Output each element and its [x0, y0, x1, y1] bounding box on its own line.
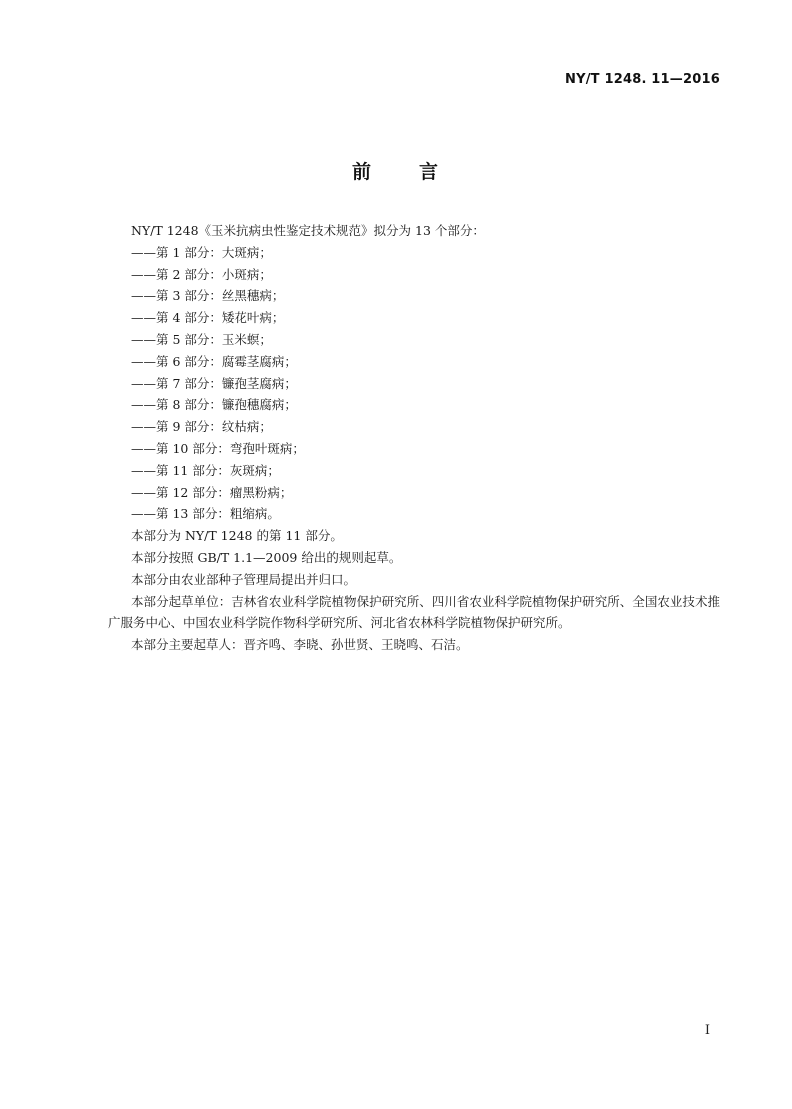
foreword-body	[108, 220, 720, 656]
list-item: ——第 8 部分：镰孢穗腐病；	[131, 397, 297, 413]
list-item: ——第 2 部分：小斑病；	[131, 266, 272, 282]
list-item: ——第 4 部分：矮花叶病；	[131, 310, 285, 326]
title-char-2: 言	[419, 161, 441, 183]
title-char-1: 前	[351, 161, 373, 183]
list-item: ——第 7 部分：镰孢茎腐病；	[131, 375, 297, 391]
paragraph: 本部分为 NY/T 1248 的第 11 部分。	[131, 528, 343, 544]
list-item: ——第 9 部分：纹枯病；	[131, 419, 272, 435]
paragraph: 本部分按照 GB/T 1.1—2009 给出的规则起草。	[131, 549, 402, 565]
list-item: ——第 5 部分：玉米螟；	[131, 331, 272, 347]
paragraph: 本部分起草单位：吉林省农业科学院植物保护研究所、四川省农业科学院植物保护研究所、全国农业技术推广服务中心、中国农业科学院作物科学研究所、河北省农林科学院植物保护研究所。	[108, 593, 720, 631]
list-item: ——第 10 部分：弯孢叶斑病；	[131, 440, 305, 456]
list-item: ——第 13 部分：粗缩病。	[131, 506, 280, 522]
paragraph: 本部分由农业部种子管理局提出并归口。	[131, 571, 357, 587]
page-number: I	[704, 1023, 710, 1038]
paragraph: 本部分主要起草人：晋齐鸣、李晓、孙世贤、王晓鸣、石洁。	[131, 637, 469, 653]
page-title	[0, 157, 792, 184]
list-item: ——第 12 部分：瘤黑粉病；	[131, 484, 293, 500]
list-item: ——第 1 部分：大斑病；	[131, 244, 272, 260]
list-item: ——第 3 部分：丝黑穗病；	[131, 288, 285, 304]
list-item: ——第 11 部分：灰斑病；	[131, 462, 280, 478]
standard-code: NY/T 1248. 11—2016	[565, 72, 720, 87]
list-item: ——第 6 部分：腐霉茎腐病；	[131, 353, 297, 369]
intro-paragraph: NY/T 1248《玉米抗病虫性鉴定技术规范》拟分为 13 个部分：	[131, 223, 485, 238]
